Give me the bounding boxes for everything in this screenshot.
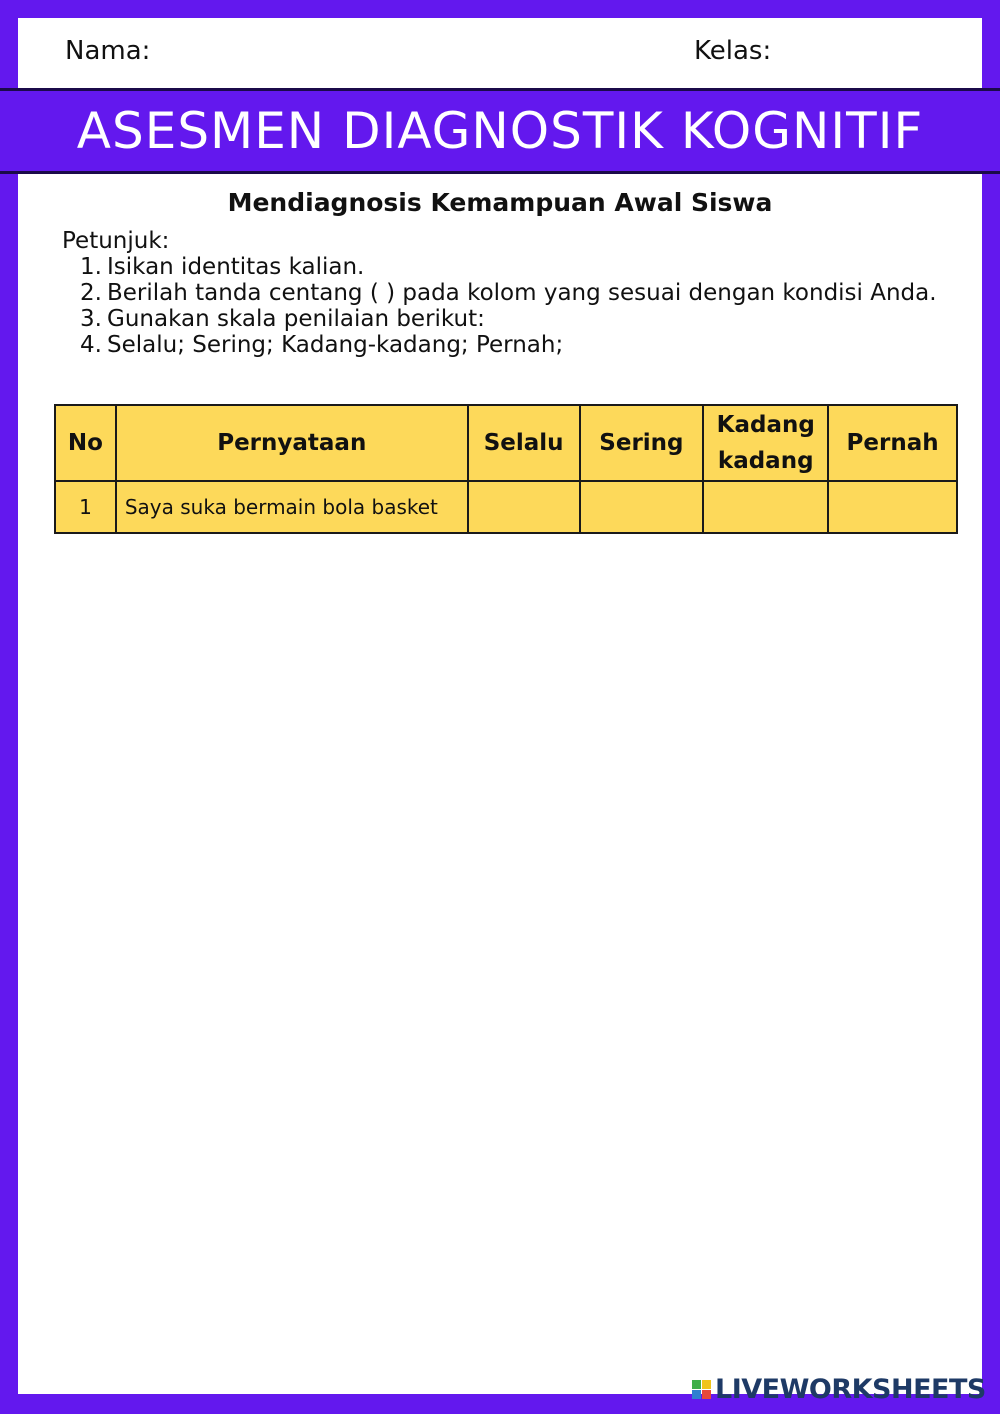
column-header-always: Selalu: [468, 405, 580, 481]
answer-cell-often[interactable]: [580, 481, 704, 533]
page-title: ASESMEN DIAGNOSTIK KOGNITIF: [76, 102, 924, 160]
row-statement: Saya suka bermain bola basket: [116, 481, 468, 533]
column-header-ever: Pernah: [828, 405, 957, 481]
logo-text: LIVEWORKSHEETS: [715, 1373, 986, 1405]
name-label: Nama:: [65, 36, 151, 66]
survey-table: [54, 404, 958, 534]
table-header-row: [55, 405, 957, 481]
title-banner: [0, 88, 1000, 174]
worksheet-page: [18, 18, 982, 1394]
answer-cell-ever[interactable]: [828, 481, 957, 533]
column-header-statement: Pernyataan: [116, 405, 468, 481]
instructions-list: [80, 254, 940, 358]
instruction-item: [80, 254, 940, 280]
instructions-label: Petunjuk:: [62, 228, 170, 254]
instruction-text: Isikan identitas kalian.: [107, 254, 365, 280]
instruction-number: 2.: [80, 280, 102, 306]
instruction-text: Berilah tanda centang ( ) pada kolom yang sesuai dengan kondisi Anda.: [107, 280, 937, 306]
class-label: Kelas:: [694, 36, 772, 66]
instruction-number: 3.: [80, 306, 102, 332]
column-header-sometimes-line2: kadang: [717, 448, 814, 474]
subtitle: Mendiagnosis Kemampuan Awal Siswa: [227, 188, 773, 217]
column-header-often: Sering: [580, 405, 704, 481]
column-header-sometimes: [703, 405, 828, 481]
liveworksheets-logo[interactable]: [692, 1373, 986, 1405]
row-number: 1: [55, 481, 116, 533]
table-row: [55, 481, 957, 533]
liveworksheets-logo-icon: [692, 1380, 711, 1399]
instruction-number: 4.: [80, 332, 102, 358]
instruction-item: [80, 306, 940, 332]
answer-cell-always[interactable]: [468, 481, 580, 533]
instruction-text: Gunakan skala penilaian berikut:: [107, 306, 485, 332]
column-header-no: No: [55, 405, 116, 481]
instruction-text: Selalu; Sering; Kadang-kadang; Pernah;: [107, 332, 564, 358]
instruction-item: [80, 280, 940, 306]
column-header-sometimes-line1: Kadang: [716, 412, 815, 438]
instruction-item: [80, 332, 940, 358]
instruction-number: 1.: [80, 254, 102, 280]
answer-cell-sometimes[interactable]: [703, 481, 828, 533]
